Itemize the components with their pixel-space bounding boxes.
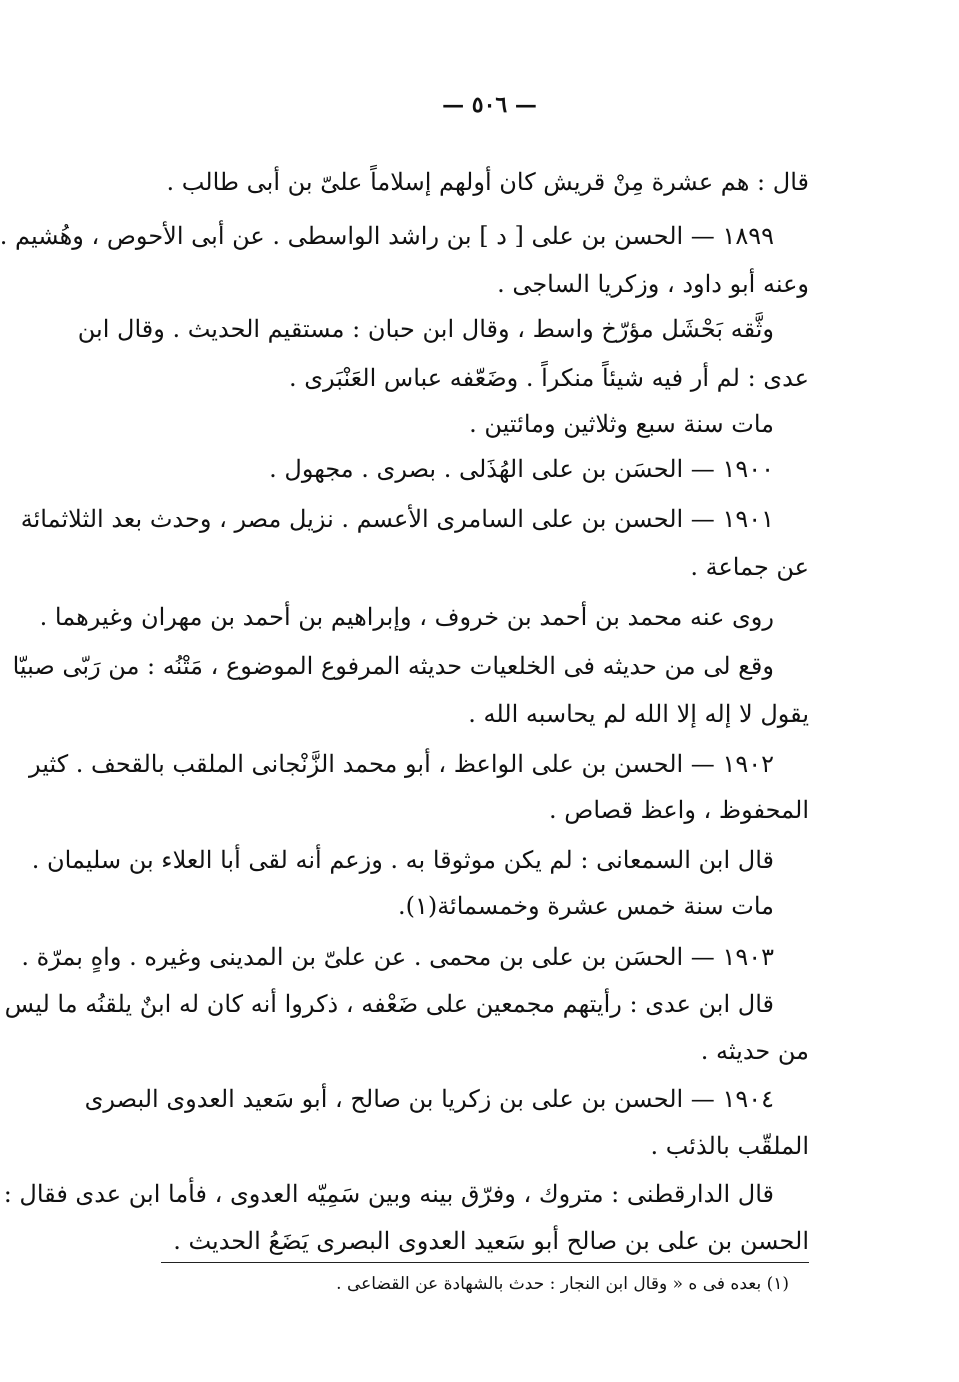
- text-line: عن جماعة .: [690, 553, 809, 581]
- text-line: وثَّقه بَحْشَل مؤرّخ واسط ، وقال ابن حبان : مستقيم الحديث . وقال ابن: [77, 315, 774, 343]
- text-line: عدى : لم أر فيه شيئاً منكراً . وضَعّفه عباس العَنْبَرى .: [288, 364, 809, 392]
- text-line: قال الدارقطنى : متروك ، وفرّق بينه وبين سَمِيّه العدوى ، فأما ابن عدى فقال :: [3, 1180, 774, 1208]
- text-line: الحسن بن على بن صالح أبو سَعيد العدوى البصرى يَضَعُ الحديث .: [173, 1227, 809, 1255]
- entry-heading: ١٨٩٩ — الحسن بن على [ د ] بن راشد الواسطى . عن أبى الأحوص ، وهُشيم .: [0, 222, 774, 250]
- text-line: المحفوظ ، واعظ قصاص .: [549, 796, 809, 824]
- entry-heading: ١٩٠١ — الحسن بن على السامرى الأعسم . نزيل مصر ، وحدث بعد الثلاثمائة: [20, 505, 774, 533]
- text-line: وعنه أبو داود ، وزكريا الساجى .: [497, 270, 809, 298]
- text-line: الملقّب بالذئب .: [650, 1132, 809, 1160]
- text-line: وقع لى من حديثه فى الخلعيات حديثه المرفوع الموضوع ، مَتْنُه : من رَبّى صبيّا: [12, 652, 774, 680]
- text-line: قال ابن السمعانى : لم يكن موثوقا به . وزعم أنه لقى أبا العلاء بن سليمان .: [31, 846, 774, 874]
- text-line: مات سنة سبع وثلاثين ومائتين .: [469, 410, 774, 438]
- text-line: يقول لا إله إلا الله لم يحاسبه الله .: [468, 700, 809, 728]
- entry-heading: ١٩٠٤ — الحسن بن على بن زكريا بن صالح ، أبو سَعيد العدوى البصرى: [84, 1085, 774, 1113]
- footnote: (١) بعده فى ه « وقال ابن النجار : حدث بالشهادة عن القضاعى .: [336, 1274, 789, 1294]
- text-line: من حديثه .: [700, 1037, 809, 1065]
- text-line: قال : هم عشرة مِنْ قريش كان أولهم إسلاماً علىّ بن أبى طالب .: [166, 168, 809, 196]
- text-line: روى عنه محمد بن أحمد بن خروف ، وإبراهيم بن أحمد بن مهران وغيرهما .: [39, 603, 774, 631]
- entry-heading: ١٩٠٠ — الحسَن بن على الهُذَلى . بصرى . مجهول .: [269, 455, 774, 483]
- entry-heading: ١٩٠٣ — الحسَن بن على بن محمى . عن علىّ بن المدينى وغيره . واهٍ بمرّة .: [21, 943, 774, 971]
- page-number: — ٥٠٦ —: [442, 92, 537, 118]
- text-line: قال ابن عدى : رأيتهم مجمعين على ضَعْفه ، ذكروا أنه كان له ابنٌ يلقنُه ما ليس: [4, 990, 774, 1018]
- footnote-divider: [161, 1262, 809, 1263]
- entry-heading: ١٩٠٢ — الحسن بن على الواعظ ، أبو محمد الزَّنْجانى الملقب بالقحف . كثير: [28, 750, 774, 778]
- text-line: مات سنة خمس عشرة وخمسمائة(١).: [397, 892, 774, 920]
